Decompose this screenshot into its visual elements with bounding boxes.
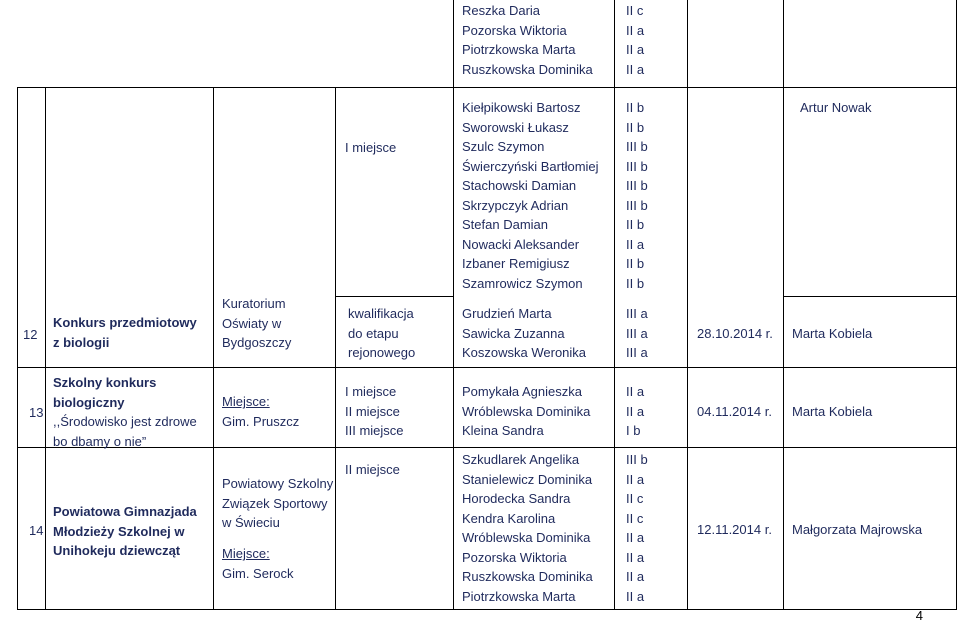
grid-line xyxy=(783,87,784,610)
competition-name: Konkurs przedmiotowy z biologii xyxy=(53,315,197,350)
result: I miejsce xyxy=(345,140,397,155)
date: 12.11.2014 r. xyxy=(697,522,772,537)
competition-name: Powiatowa Gimnazjada Młodzieży Szkolnej w Unihokeju dziewcząt xyxy=(53,504,197,558)
teacher: Marta Kobiela xyxy=(792,326,873,341)
top-names xyxy=(462,1,593,79)
grid-line xyxy=(687,87,688,610)
student-classes: III b II a II c II c II a II a II a II a xyxy=(626,452,648,604)
organizer: Powiatowy Szkolny Związek Sportowy w Świeciu xyxy=(222,476,334,530)
competition-place: Miejsce: Gim. Pruszcz xyxy=(222,394,300,429)
grid-line xyxy=(45,87,46,610)
row-number: 13 xyxy=(29,405,44,420)
student-names: Szkudlarek Angelika Stanielewicz Dominika Horodecka Sandra Kendra Karolina Wróblewska Dominika Pozorska Wiktoria Ruszkowska Dominika Piotrzkowska Marta xyxy=(462,452,593,604)
date: 04.11.2014 r. xyxy=(697,404,772,419)
result: II miejsce xyxy=(345,462,400,477)
date: 28.10.2014 r. xyxy=(697,326,773,341)
grid-line xyxy=(213,87,214,610)
grid-line xyxy=(17,609,957,610)
teacher: Artur Nowak xyxy=(800,100,872,115)
row-number: 14 xyxy=(29,523,44,538)
student-name: Ruszkowska Dominika xyxy=(462,61,593,77)
student-classes-qualified: III a III a III a xyxy=(626,306,648,360)
class-label: II a xyxy=(626,22,645,38)
grid-line xyxy=(614,0,615,87)
grid-line xyxy=(17,367,957,368)
grid-line xyxy=(335,296,453,297)
grid-line xyxy=(956,0,957,87)
student-names-qualified: Grudzień Marta Sawicka Zuzanna Koszowska Weronika xyxy=(462,306,587,360)
grid-line xyxy=(17,87,957,88)
student-name: Reszka Daria xyxy=(462,3,541,18)
qualification: kwalifikacja do etapu rejonowego xyxy=(348,306,416,360)
results: I miejsce II miejsce III miejsce xyxy=(345,384,404,438)
grid-line xyxy=(783,296,957,297)
teacher: Marta Kobiela xyxy=(792,404,873,419)
grid-line xyxy=(335,87,336,610)
grid-line xyxy=(17,87,18,610)
grid-line xyxy=(956,87,957,610)
class-label: II c xyxy=(626,3,644,18)
student-names: Kiełpikowski Bartosz Sworowski Łukasz Szulc Szymon Świerczyński Bartłomiej Stachowski Damian Skrzypczyk Adrian Stefan Damian Nowacki Aleksander Izbaner Remigiusz Szamrowicz Szymon xyxy=(462,100,599,291)
grid-line xyxy=(687,0,688,87)
student-classes: II b II b III b III b III b III b II b II a II b II b xyxy=(626,100,648,291)
student-classes: II a II a I b xyxy=(626,384,645,438)
grid-line xyxy=(453,87,454,610)
grid-line xyxy=(453,0,454,87)
student-names: Pomykała Agnieszka Wróblewska Dominika Kleina Sandra xyxy=(462,384,591,438)
class-label: II a xyxy=(626,61,645,77)
class-label: II a xyxy=(626,42,645,57)
teacher: Małgorzata Majrowska xyxy=(792,522,923,537)
student-name: Pozorska Wiktoria xyxy=(462,22,567,38)
page-number: 4 xyxy=(915,608,923,623)
grid-line xyxy=(614,87,615,610)
competition-name: Szkolny konkurs biologiczny ,,Środowisko jest zdrowe bo dbamy o nie” xyxy=(53,375,197,449)
top-classes xyxy=(626,1,644,79)
competition-place: Miejsce: Gim. Serock xyxy=(222,546,294,581)
student-name: Piotrzkowska Marta xyxy=(462,42,576,57)
organizer: Kuratorium Oświaty w Bydgoszczy xyxy=(222,296,292,350)
row-number: 12 xyxy=(23,327,38,342)
grid-line xyxy=(783,0,784,87)
